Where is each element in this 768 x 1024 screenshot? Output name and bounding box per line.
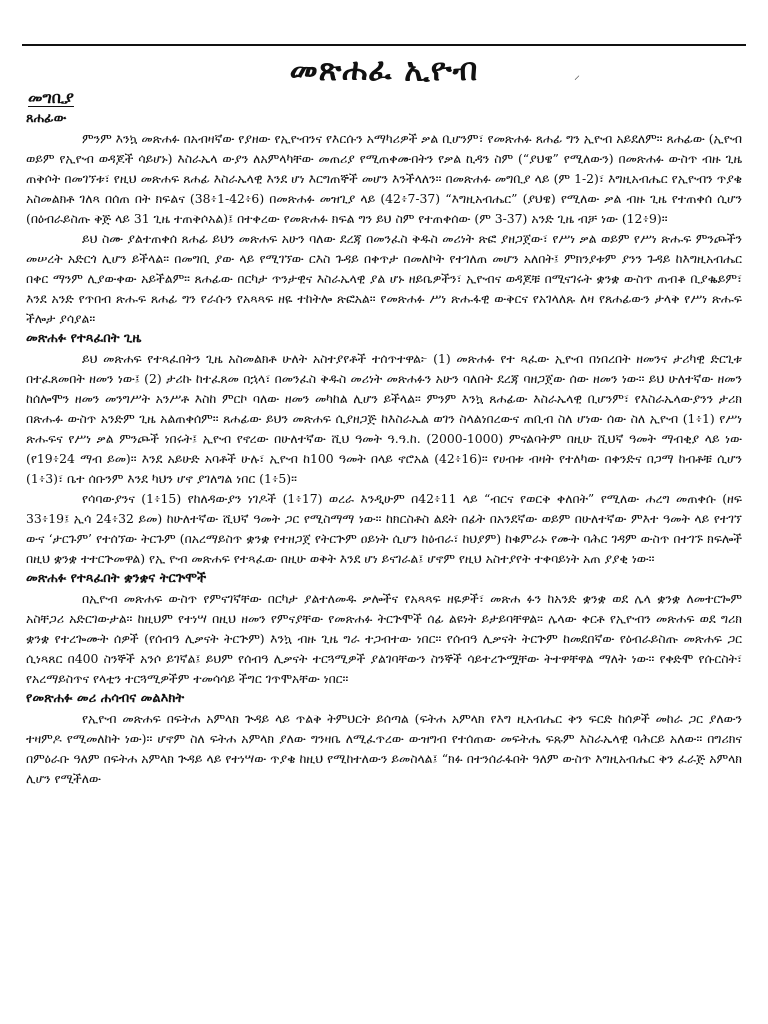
page-title: መጽሐፈ ኢዮብ <box>289 52 479 88</box>
theme-heading: የመጽሐፉ መሪ ሐሳብና መልእክት <box>26 691 185 706</box>
document-body <box>26 88 742 1018</box>
author-paragraph-1: ምንም እንኳ መጽሐፉ በአብዛኛው የያዘው የኢዮብንና የእርሱን አማካሪዎች ቃል ቢሆንም፣ የመጽሐፉ ጸሐፊ ግን ኢዮብ አይደለም። ጸሐፊው (ኢዮብ ወይም የኢዮብ ወዳጆች ሳይሆኑ) እስራኤላ ውያን ለአምላካቸው መጠሪያ የሚጠቀሙበትን የቃል ኪዳን ስም (“ያህዌ” የሚለውን) በመጽሐፉ ውስጥ ብዙ ጊዜ ጠቅሶት በመገኘቱ፣ የዚህ መጽሐፍ ጸሐፊ እስራኤላዊ እንደ ሆነ እርግጠኞች መሆን እንችላለን። በመጽሐፉ መግቢያ ላይ (ም 1-2)፣ እግዚአብሔር የኢዮብን ጥያቄ አስመልክቶ ገለጻ በሰጠ በት ክፍልና (38፥1-42፥6) በመጽሐፉ መዝጊያ ላይ (42፥7-37) “እግዚአብሔር” (ያህዌ) የሚለው ቃል ብዙ ጊዜ የተጠቀሰ ሲሆን (በዕብራይስጡ ቅጅ ላይ 31 ጊዜ ተጠቅሶአል)፤ በተቀረው የመጽሐፉ ክፍል ግን ይህ ስም የተጠቀሰው (ም 3-37) አንድ ጊዜ ብቻ ነው (12፥9)። <box>26 131 742 226</box>
author-heading: ጸሐፊው <box>26 111 67 126</box>
theme-paragraph-1: የኢዮብ መጽሐፍ በፍትሐ አምላክ ጕዳይ ላይ ጥልቅ ትምህርት ይሰጣል (ፍትሐ አምላክ የእግ ዚአብሔር ቅን ፍርድ ከሰዎች መከራ ጋር ያለውን ተዛምዶ የሚመለከት ነው)። ሆኖም ስለ ፍትሐ አምላክ ያለው ግንዛቤ ለሚፈጥረው ውዝግብ የተሰጠው መፍትሔ ፍጹም እስራኤላዊ ባሕርይ አለው። በግሪክና በምዕራቡ ዓለም በፍትሐ አምላክ ጕዳይ ላይ የተነሣው ጥያቄ ከዚህ የሚከተለውን ይመስላል፤ “ክፉ በተንሰራፋበት ዓለም ውስጥ እግዚአብሔር ቅን ፈራጅ አምላክ ሊሆን የሚችለው <box>26 711 742 786</box>
top-rule <box>22 44 746 46</box>
author-paragraph-2: ይህ ስሙ ያልተጠቀሰ ጸሐፊ ይህን መጽሐፍ አሁን ባለው ደረጃ በመንፈስ ቅዱስ መሪነት ጽፎ ያዘጋጀው፣ የሥነ ቃል ወይም የሥነ ጽሑፍ ምንጮችን መሠረት አድርጎ ሊሆን ይችላል። በመግቢ ያው ላይ የሚገኘው ርእስ ጉዳይ በቀጥታ በመለኮት የተገለጠ መሆን አለበት፤ ምክንያቱም ያንን ጉዳይ ከእግዚአብሔር በቀር ማንም ሊያውቀው አይችልም። ጸሐፊው በርካታ ጥንታዊና እስራኤላዊ ያል ሆኑ ዘይቤዎችን፣ ኢዮብና ወዳጆቹ በሚናገሩት ቋንቋ ውስጥ ጠብቆ ቢያቈይም፣ እንደ አንድ የጥበብ ጽሑፍ ጸሐፊ ግን የራሱን የአጻጻፍ ዘዬ ተከትሎ ጽፎአል። የመጽሐፉ ሥነ ጽሑፋዊ ውቅርና የአገላለጹ ለዛ የጸሐፊውን ታላቅ የሥነ ጽሑፍ ችሎታ ያሳያል። <box>26 231 742 326</box>
date-paragraph-2: የሳባውያንና (1፥15) የከለዳውያን ነገዶች (1፥17) ወረራ እንዲሁም በ42፥11 ላይ “ብርና የወርቅ ቀለበት” የሚለው ሐረግ መጠቀሱ (ዘፍ 33፥19፤ ኢሳ 24፥32 ይመ) ከሁለተኛው ሺህኛ ዓመት ጋር የሚስማማ ነው። ከክርስቶስ ልደት በፊት በአንደኛው ወይም በሁለተኛው ምእተ ዓመት ላይ የተገኘ ውና ‘ታርጉም’ የተሰኘው ትርጉም (በአረማይስጥ ቋንቋ የተዘጋጀ የትርጕም ዐይነት ሲሆን ከዕብራ፣ ከህያም) ከቁምራኑ የሙት ባሕር ገዳም ውስጥ በተገኙ ክፍሎች በዚህ ቋንቋ ተተርጕመዋል) የኢ ዮብ መጽሐፍ የተጻፈው በዚሁ ወቅት እንደ ሆነ ይናገራል፤ ሆኖም የዚህ አስተያየት ተቀባይነት አጠ ያያቂ ነው። <box>26 491 742 566</box>
intro-heading: መግቢያ <box>28 88 74 107</box>
pen-mark: ⸝ <box>574 68 581 82</box>
language-heading: መጽሐፉ የተጻፈበት ቋንቋና ትርጕሞች <box>26 571 207 586</box>
date-paragraph-1: ይህ መጽሐፍ የተጻፈበትን ጊዜ አስመልክቶ ሁለት አስተያየቶች ተሰጥተዋል፦ (1) መጽሐፉ የተ ጻፈው ኢዮብ በነበረበት ዘመንና ታሪካዊ ድርጊቱ በተፈጸመበት ዘመን ነው፤ (2) ታሪኩ ከተፈጸመ በኋላ፣ በመንፈስ ቅዱስ መሪነት መጽሐፉን አሁን ባለበት ደረጃ ባዘጋጀው ሰው ዘመን ነው። ይህ ሁለተኛው ዘመን ከሰሎሞን ዘመን መንግሥት አንሥቶ እስከ ምርኮ ባለው ዘመን መካከል ሊሆን ይችላል። ምንም እንኳ ጸሐፊው እስራኤላዊ ቢሆንም፣ የእስራኤላውያንን ታሪክ በጽሑፉ ውስጥ አንድም ጊዜ አልጠቀሰም። ጸሐፊው ይህን መጽሐፍ ሲያዘጋጅ ከእስራኤል ወገን ስላልነበረውና ጠቢብ ስለ ሆነው ሰው ስለ ኢዮብ (1፥1) የሥነ ጽሑፍና የሥነ ቃል ምንጮች ነበሩት፤ ኢዮብ የኖረው በሁለተኛው ሺህ ዓመት ዓ.ዓ.ከ. (2000-1000) ምናልባትም በዚሁ ሺህኛ ዓመት ማብቂያ ላይ ነው (የ19፥24 ማብ ይመ)። እንደ አይሁድ አባቶች ሁሉ፣ ኢዮብ ከ100 ዓመት በላይ ኖሮአል (42፥16)። የሀብቱ ብዛት የተለካው በቀንድና በጋማ ከብቶቹ ሲሆን (1፥3)፣ ቤተ ሰቡንም እንደ ካህን ሆኖ ያገለግል ነበር (1፥5)። <box>26 351 742 486</box>
date-heading: መጽሐፉ የተጻፈበት ጊዜ <box>26 331 142 346</box>
language-paragraph-1: በኢዮብ መጽሐፍ ውስጥ የምናገኛቸው በርካታ ያልተለመዱ ቃሎችና የአጻጻፍ ዘዬዎች፣ መጽሐ ፉን ከአንድ ቋንቋ ወደ ሌላ ቋንቋ ለመተርጐም አስቸጋሪ አድርገውታል። ከዚህም የተነሣ በዚህ ዘመን የምናያቸው የመጽሐፉ ትርጕሞች ሰፊ ልዩነት ይታይባቸዋል። ሌላው ቀርቶ የኢዮብን መጽሐፍ ወደ ግሪክ ቋንቋ የተረጐሙት ሰዎች (የሰብዓ ሊቃናት ትርጕም) እንኳ ብዙ ጊዜ ግራ ተጋብተው ነበር። የሰብዓ ሊቃናት ትርጕም ከመደበኛው የዕብራይስጡ መጽሐፍ ጋር ሲነጻጸር በ400 ስንኞች አንሶ ይገኛል፤ ይህም የሰብዓ ሊቃናት ተርጓሚዎች ያልገባቸውን ስንኞች ሳይተረጕሟቸው ትተዋቸዋል ማለት ነው። የቀድሞ የሱርስት፣ የአረማይስጥና የላቲን ተርጓሚዎችም ተመሳሳይ ችግር ገጥሞአቸው ነበር። <box>26 591 742 686</box>
